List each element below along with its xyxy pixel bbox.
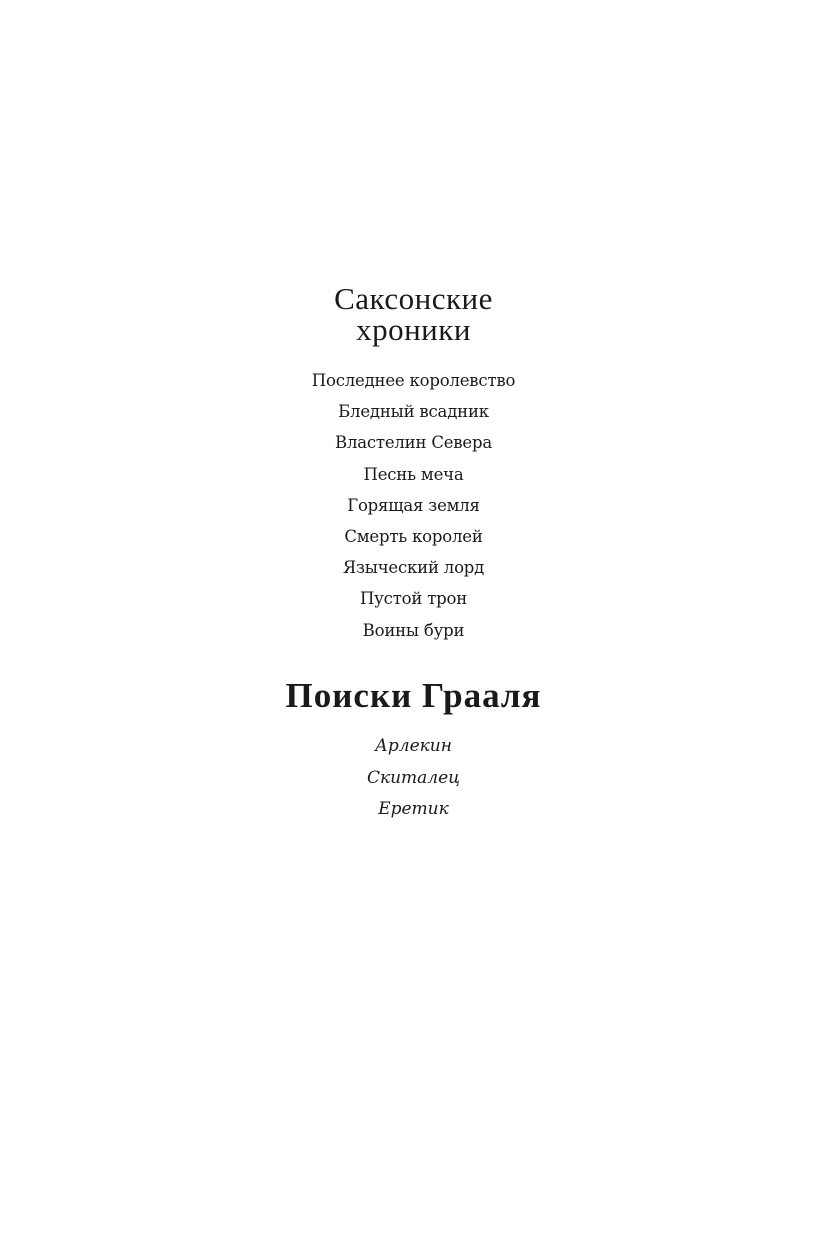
book-title: Горящая земля [347, 495, 480, 515]
book-title: Песнь меча [363, 464, 464, 484]
book-title: Последнее королевство [311, 371, 516, 390]
book-title: Смерть королей [344, 526, 483, 546]
series-title [0, 283, 827, 345]
book-title: Бледный всадник [338, 402, 489, 422]
series-title-line-1: Саксонские [334, 281, 493, 316]
book-list [0, 731, 827, 826]
series-saxon-chronicles [0, 283, 827, 646]
book-list [0, 365, 827, 646]
book-title: Еретик [378, 799, 449, 819]
book-title: Языческий лорд [342, 558, 485, 578]
book-title: Пустой трон [359, 589, 468, 609]
book-title: Арлекин [375, 736, 452, 756]
series-title: Поиски Грааля [285, 676, 542, 715]
book-title: Скиталец [366, 767, 461, 788]
book-title: Воины бури [362, 620, 465, 640]
book-title: Властелин Севера [335, 433, 492, 453]
series-title-line-2: хроники [356, 312, 471, 347]
series-grail-quest [0, 673, 827, 826]
